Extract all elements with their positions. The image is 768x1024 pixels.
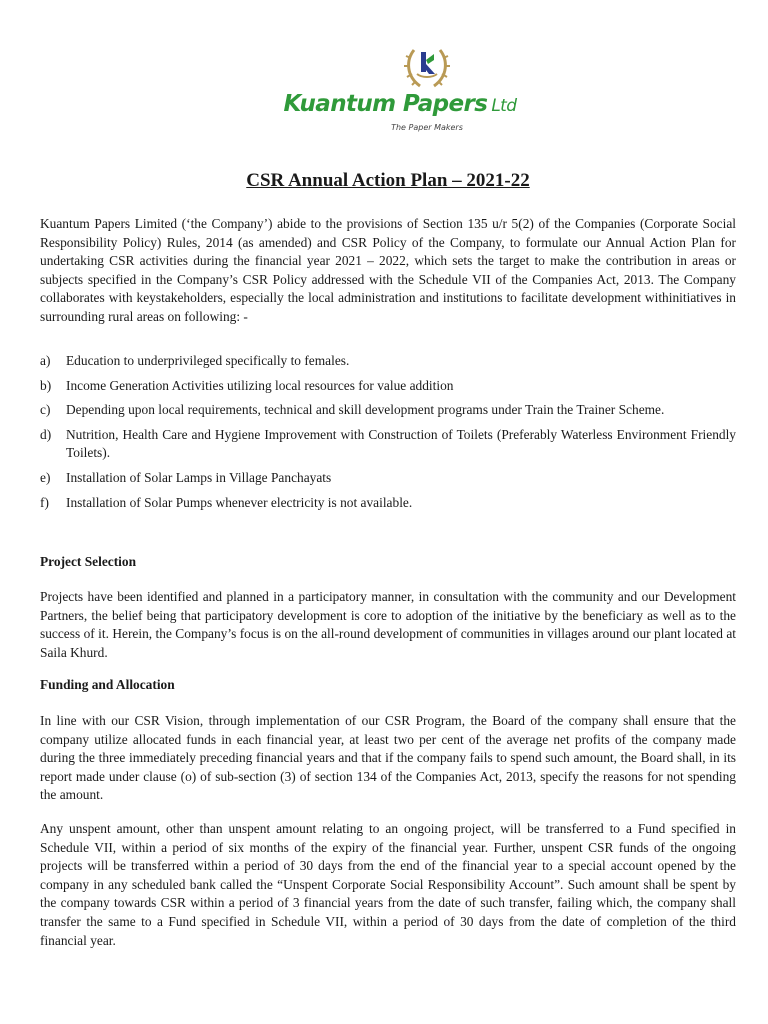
document-title: CSR Annual Action Plan – 2021-22 bbox=[246, 170, 530, 191]
brand-name: Kuantum Papers Ltd bbox=[283, 91, 517, 117]
list-marker: f) bbox=[40, 494, 49, 510]
list-item bbox=[40, 377, 736, 396]
list-item-text: Installation of Solar Pumps whenever electricity is not available. bbox=[66, 494, 413, 510]
list-marker: c) bbox=[40, 402, 51, 418]
list-marker: d) bbox=[40, 426, 52, 442]
list-item-text: Nutrition, Health Care and Hygiene Improvement with Construction of Toilets (Preferably Waterless Environment Friendly Toilets). bbox=[66, 426, 736, 461]
activity-list bbox=[40, 352, 736, 518]
brand-suffix: Ltd bbox=[491, 96, 517, 116]
list-marker: b) bbox=[40, 377, 52, 393]
wreath-emblem-icon bbox=[402, 44, 452, 94]
brand-tagline: The Paper Makers bbox=[391, 123, 463, 132]
list-item-text: Installation of Solar Lamps in Village Panchayats bbox=[66, 469, 332, 485]
list-marker: a) bbox=[40, 353, 51, 368]
list-item bbox=[40, 401, 736, 420]
list-item bbox=[40, 352, 736, 371]
list-item bbox=[40, 426, 736, 463]
list-item-text: Education to underprivileged specifically to females. bbox=[66, 353, 350, 368]
funding-paragraph: In line with our CSR Vision, through implementation of our CSR Program, the Board of the company shall ensure that the company utilize allocated funds in each financial year, at least two per cent of the average net profits of the company made during the three immediately preceding financial years and that if the company fails to spend such amount, the Board shall, in its report made under clause (o) of sub-section (3) of section 134 of the Companies Act, 2013, specify the reasons for not spending the amount. bbox=[40, 713, 736, 803]
list-item bbox=[40, 469, 736, 488]
list-item-text: Depending upon local requirements, technical and skill development programs under Train the Trainer Scheme. bbox=[66, 402, 665, 418]
list-item bbox=[40, 494, 736, 513]
funding-heading: Funding and Allocation bbox=[40, 677, 175, 692]
project-selection-heading: Project Selection bbox=[40, 554, 137, 569]
list-marker: e) bbox=[40, 469, 51, 485]
unspent-amount-paragraph: Any unspent amount, other than unspent amount relating to an ongoing project, will be transferred to a Fund specified in Schedule VII, within a period of six months of the expiry of the financial year. Further, unspent CSR funds of the ongoing projects will be transferred within a period of 30 days from the end of the financial year to a special account opened by the company in any scheduled bank called the “Unspent Corporate Social Responsibility Account”. Such amount shall be spent by the company towards CSR within a period of 3 financial years from the date of such transfer, failing which, the company shall transfer the same to a Fund specified in Schedule VII, within a period of 30 days from the date of completion of the third financial year. bbox=[40, 821, 736, 948]
intro-paragraph: Kuantum Papers Limited (‘the Company’) abide to the provisions of Section 135 u/r 5(2) of the Companies (Corporate Social Responsibility Policy) Rules, 2014 (as amended) and CSR Policy of the Company, to formulate our Annual Action Plan for undertaking CSR activities during the financial year 2021 – 2022, which sets the target to make the contribution in areas or subjects specified in the Company’s CSR Policy addressed with the Schedule VII of the Companies Act, 2013. The Company collaborates with keystakeholders, especially the local administration and institutions to facilitate development withinitiatives in surrounding rural areas on following: - bbox=[40, 216, 736, 324]
project-selection-paragraph: Projects have been identified and planned in a participatory manner, in consultation with the community and our Development Partners, the belief being that participatory development is core to adoption of the initiative by the beneficiary as well as to the success of it. Herein, the Company’s focus is on the all-round development of communities in villages around our plant located at Saila Khurd. bbox=[40, 589, 736, 660]
company-logo bbox=[280, 44, 540, 144]
list-item-text: Income Generation Activities utilizing local resources for value addition bbox=[66, 377, 454, 393]
